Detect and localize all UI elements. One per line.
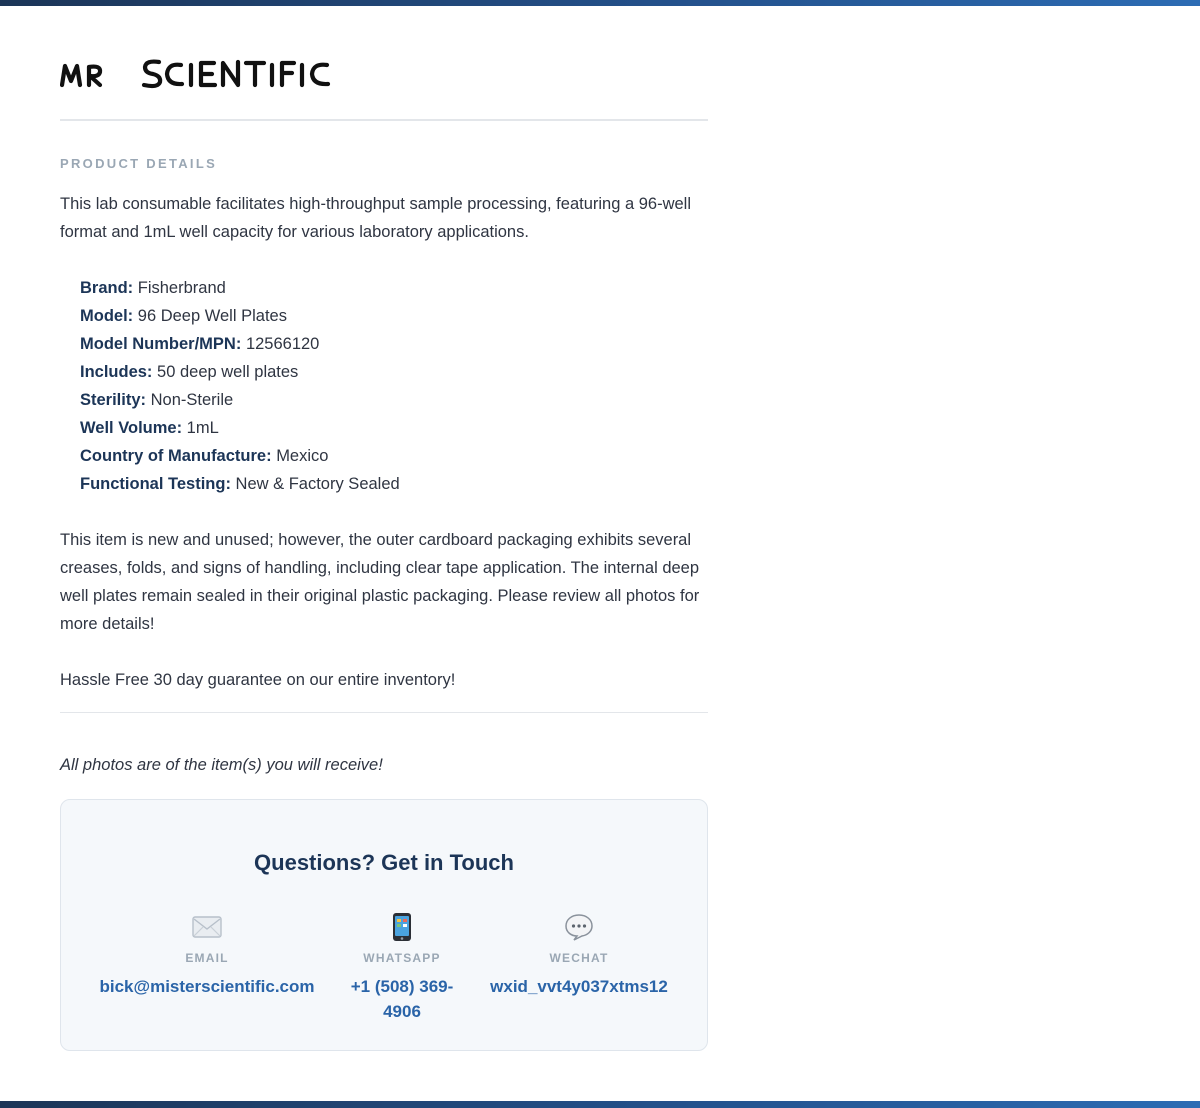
- contact-email: [89, 912, 325, 999]
- spec-label: Sterility:: [80, 391, 147, 409]
- condition-description: This item is new and unused; however, the outer cardboard packaging exhibits several creases, folds, and signs of handling, including clear tape application. The internal deep well plates remain sealed in their original plastic packaging. Please review all photos for more details!: [60, 531, 700, 633]
- section-divider: [60, 712, 708, 713]
- spec-item: [80, 358, 700, 386]
- top-accent-bar: [0, 0, 1200, 6]
- spec-value: Fisherbrand: [137, 279, 226, 297]
- spec-label: Brand:: [80, 279, 134, 297]
- mobile-phone-icon: [347, 912, 457, 942]
- brand-logo: [60, 54, 360, 94]
- spec-list: [80, 274, 700, 498]
- spec-item: [80, 274, 700, 302]
- contact-card: [60, 799, 708, 1051]
- header-divider: [60, 119, 708, 121]
- spec-value: 50 deep well plates: [157, 363, 299, 381]
- guarantee-text: Hassle Free 30 day guarantee on our entire inventory!: [60, 671, 456, 689]
- spec-label: Country of Manufacture:: [80, 447, 272, 465]
- bottom-accent-bar: [0, 1101, 1200, 1108]
- wechat-label: WECHAT: [549, 951, 609, 965]
- wechat-link[interactable]: wxid_vvt4y037xtms12: [490, 977, 668, 996]
- section-label-product-details: PRODUCT DETAILS: [60, 156, 218, 171]
- speech-bubble-icon: [479, 912, 679, 942]
- envelope-icon: [89, 912, 325, 942]
- contact-title: Questions? Get in Touch: [254, 850, 514, 875]
- spec-value: 96 Deep Well Plates: [137, 307, 287, 325]
- logo-brush-lettering: [60, 54, 360, 94]
- contact-whatsapp: [347, 912, 457, 1024]
- spec-label: Includes:: [80, 363, 153, 381]
- spec-label: Well Volume:: [80, 419, 183, 437]
- spec-item: [80, 442, 700, 470]
- spec-value: Mexico: [276, 447, 329, 465]
- spec-item: [80, 302, 700, 330]
- spec-item: [80, 470, 700, 498]
- spec-label: Model:: [80, 307, 134, 325]
- spec-value: Non-Sterile: [150, 391, 234, 409]
- whatsapp-label: WHATSAPP: [363, 951, 441, 965]
- spec-value: New & Factory Sealed: [235, 475, 400, 493]
- spec-value: 12566120: [245, 335, 320, 353]
- spec-item: [80, 386, 700, 414]
- email-link[interactable]: bick@misterscientific.com: [99, 977, 315, 996]
- contact-wechat: [479, 912, 679, 999]
- product-intro: This lab consumable facilitates high-throughput sample processing, featuring a 96-well format and 1mL well capacity for various laboratory applications.: [60, 195, 692, 241]
- email-label: EMAIL: [185, 951, 229, 965]
- spec-label: Model Number/MPN:: [80, 335, 242, 353]
- photos-note: All photos are of the item(s) you will receive!: [60, 756, 383, 774]
- spec-label: Functional Testing:: [80, 475, 231, 493]
- spec-item: [80, 414, 700, 442]
- whatsapp-link[interactable]: +1 (508) 369-4906: [350, 977, 454, 1021]
- spec-value: 1mL: [186, 419, 219, 437]
- spec-item: [80, 330, 700, 358]
